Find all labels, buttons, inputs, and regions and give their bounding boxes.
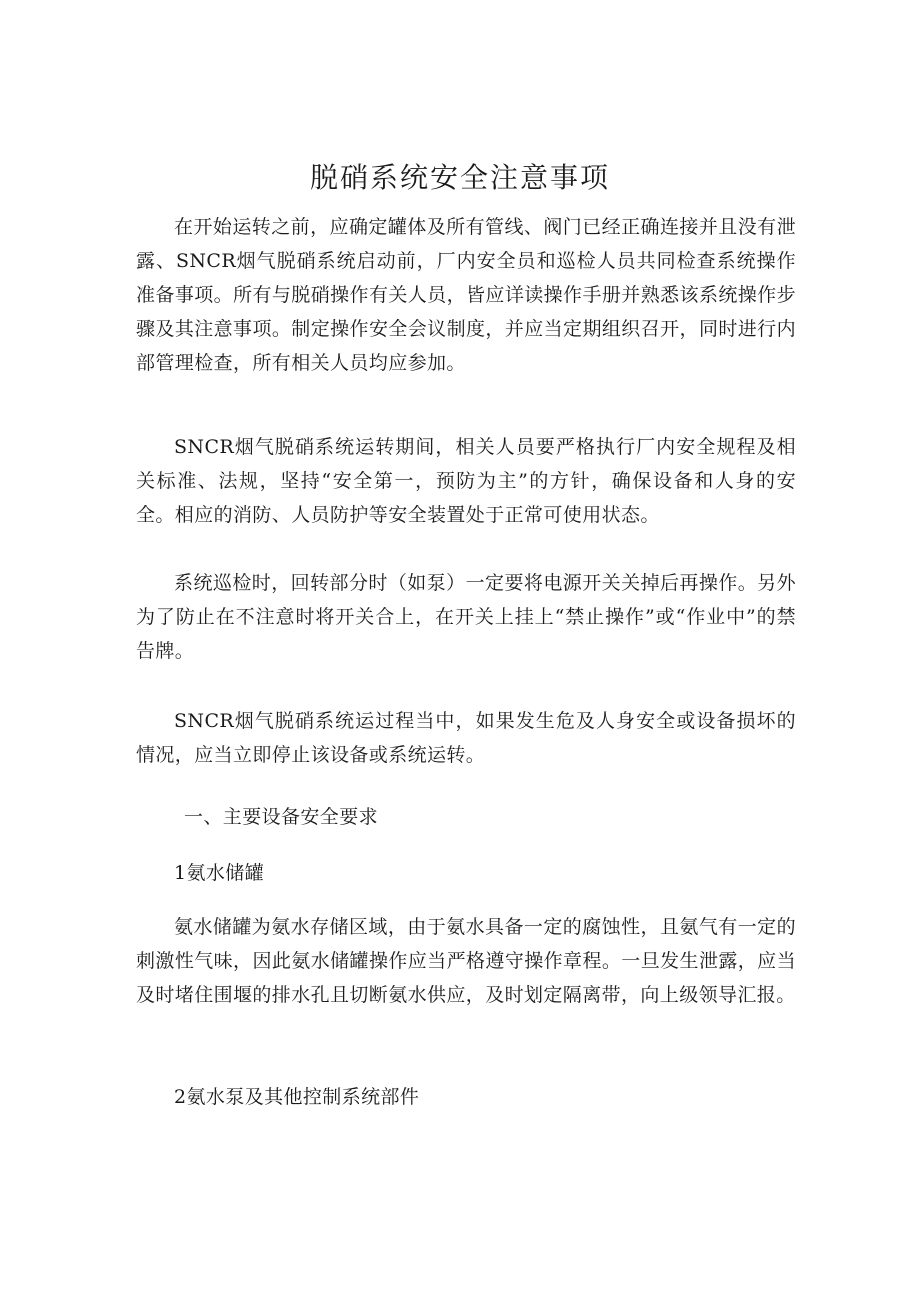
paragraph-operation-safety: SNCR烟气脱硝系统运转期间，相关人员要严格执行厂内安全规程及相关标准、法规，坚持“安全第一，预防为主”的方针，确保设备和人身的安全。相应的消防、人员防护等安全装置处于正常可使用状态。 — [136, 436, 796, 526]
section-heading: 一、主要设备安全要求 — [184, 806, 379, 828]
paragraph-emergency-stop: SNCR烟气脱硝系统运过程当中，如果发生危及人身安全或设备损坏的情况，应当立即停止该设备或系统运转。 — [136, 710, 796, 766]
subsection-heading-ammonia-pump: 2氨水泵及其他控制系统部件 — [174, 1086, 420, 1108]
paragraph-ammonia-tank: 氨水储罐为氨水存储区域，由于氨水具备一定的腐蚀性，且氨气有一定的刺激性气味，因此氨水储罐操作应当严格遵守操作章程。一旦发生泄露，应当及时堵住围堰的排水孔且切断氨水供应，及时划定隔离带，向上级领导汇报。 — [136, 916, 796, 1006]
subsection-heading-ammonia-tank: 1氨水储罐 — [174, 862, 265, 884]
paragraph-inspection: 系统巡检时，回转部分时（如泵）一定要将电源开关关掉后再操作。另外为了防止在不注意时将开关合上，在开关上挂上“禁止操作”或“作业中”的禁告牌。 — [136, 572, 796, 662]
page-title: 脱硝系统安全注意事项 — [309, 161, 610, 194]
paragraph-startup-check: 在开始运转之前，应确定罐体及所有管线、阀门已经正确连接并且没有泄露、SNCR烟气脱硝系统启动前，厂内安全员和巡检人员共同检查系统操作准备事项。所有与脱硝操作有关人员，皆应详读操作手册并熟悉该系统操作步骤及其注意事项。制定操作安全会议制度，并应当定期组织召开，同时进行内部管理检查，所有相关人员均应参加。 — [136, 216, 796, 374]
